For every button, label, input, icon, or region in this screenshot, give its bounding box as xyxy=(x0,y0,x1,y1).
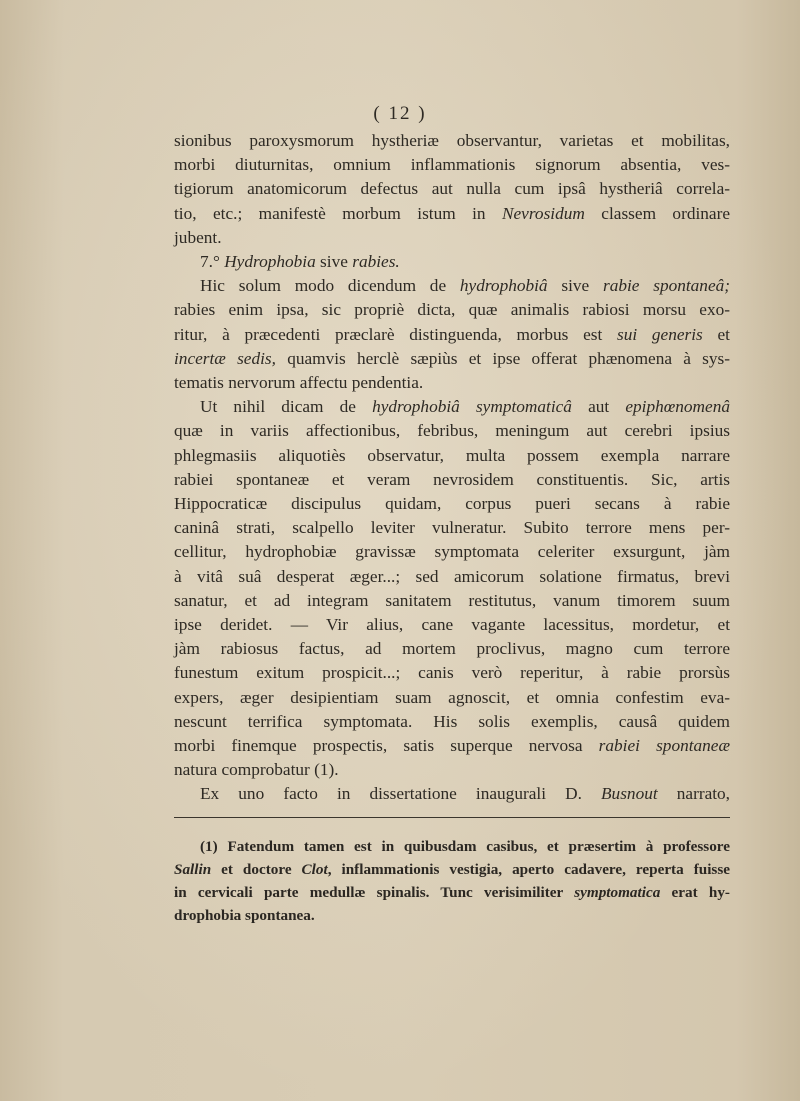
text-run: narrato, xyxy=(657,784,731,804)
italic-text: Sallin xyxy=(174,861,212,878)
footnote-separator-rule xyxy=(174,817,730,818)
italic-text: symptomatica xyxy=(574,884,661,901)
text-run: Ex uno facto in dissertatione inaugurali D. xyxy=(200,784,601,804)
text-line xyxy=(174,589,730,613)
text-line xyxy=(174,444,730,468)
text-run: in cervicali parte medullæ spinalis. Tunc verisimiliter xyxy=(174,884,575,901)
text-run: et doctore xyxy=(211,861,302,878)
italic-text: rabiei spontaneæ xyxy=(598,736,731,756)
text-run: jubent. xyxy=(174,227,222,247)
footnote-line xyxy=(174,881,730,904)
text-line xyxy=(174,468,730,492)
italic-text: Clot xyxy=(301,861,328,878)
text-run: morbi diuturnitas, omnium inflammationis signorum absentia, ves- xyxy=(174,155,730,175)
text-run: cellitur, hydrophobiæ gravissæ symptomata celeriter exsurgunt, jàm xyxy=(174,542,730,562)
text-run: tigiorum anatomicorum defectus aut nulla cum ipsâ hystheriâ correla- xyxy=(174,179,730,199)
text-run: Hippocraticæ discipulus quidam, corpus pueri secans à rabie xyxy=(174,494,730,514)
italic-text: rabie spontaneâ; xyxy=(602,276,731,296)
footnote-block xyxy=(174,835,730,927)
text-line xyxy=(174,492,730,516)
italic-text: sui generis xyxy=(617,324,703,344)
text-run: Hic solum modo dicendum de xyxy=(200,276,460,296)
text-line xyxy=(174,177,730,201)
text-line xyxy=(174,323,730,347)
footnote-line xyxy=(174,904,730,927)
italic-text: epiphœnomenâ xyxy=(625,397,730,417)
italic-text: hydrophobiâ xyxy=(459,276,548,296)
text-run: funestum exitum prospicit...; canis verò reperitur, à rabie prorsùs xyxy=(174,663,730,683)
text-line xyxy=(174,516,730,540)
main-text-block xyxy=(174,129,730,807)
text-line xyxy=(174,202,730,226)
text-line xyxy=(174,371,730,395)
text-run: rabies enim ipsa, sic propriè dicta, quæ animalis rabiosi morsu exo- xyxy=(174,300,730,320)
text-run: quæ in variis affectionibus, febribus, meningum aut cerebri ipsius xyxy=(174,421,730,441)
text-line xyxy=(174,226,730,250)
text-line xyxy=(174,419,730,443)
text-run: drophobia spontanea. xyxy=(174,907,315,924)
footnote-line xyxy=(174,835,730,858)
italic-text: Busnout xyxy=(601,784,658,804)
text-run: tematis nervorum affectu pendentia. xyxy=(174,373,424,393)
text-run: 7.° xyxy=(200,252,225,272)
text-run: ipse deridet. — Vir alius, cane vagante lacessitus, mordetur, et xyxy=(174,615,730,635)
text-line xyxy=(174,298,730,322)
text-run: à vitâ suâ desperat æger...; sed amicorum solatione firmatus, brevi xyxy=(174,566,730,586)
text-line xyxy=(174,250,730,274)
page-number: ( 12 ) xyxy=(373,103,427,124)
italic-text: rabies. xyxy=(352,252,400,272)
text-run: Ut nihil dicam de xyxy=(200,397,373,417)
text-run: expers, æger desipientiam suam agnoscit, et omnia confestim eva- xyxy=(174,687,730,707)
text-run: nescunt terrifica symptomata. His solis exemplis, causâ quidem xyxy=(174,711,730,731)
text-run: quamvis herclè sæpiùs et ipse offerat phænomena à sys- xyxy=(275,348,730,368)
footnote-line xyxy=(174,858,730,881)
text-run: natura comprobatur (1). xyxy=(174,760,339,780)
text-run: aut xyxy=(571,397,626,417)
text-line xyxy=(174,274,730,298)
text-run: classem ordinare xyxy=(584,203,731,223)
text-line xyxy=(174,686,730,710)
text-run: phlegmasiis aliquotiès observatur, multa possem exempla narrare xyxy=(174,445,730,465)
text-run: morbi finemque prospectis, satis superque nervosa xyxy=(174,736,599,756)
text-run: sionibus paroxysmorum hystheriæ observantur, varietas et mobilitas, xyxy=(174,131,730,150)
italic-text: hydrophobiâ symptomaticâ xyxy=(372,397,572,417)
italic-text: Nevrosidum xyxy=(501,203,585,223)
text-run: tio, etc.; manifestè morbum istum in xyxy=(174,203,502,223)
text-line xyxy=(174,540,730,564)
text-run: et xyxy=(702,324,730,344)
text-run: (1) Fatendum tamen est in quibusdam casibus, et præsertim à professore xyxy=(200,838,730,855)
text-run: , inflammationis vestigia, aperto cadavere, reperta fuisse xyxy=(327,861,730,878)
text-line xyxy=(174,395,730,419)
text-line xyxy=(174,347,730,371)
text-line xyxy=(174,613,730,637)
text-run: jàm rabiosus factus, ad mortem proclivus, magno cum terrore xyxy=(174,639,730,659)
text-line xyxy=(174,637,730,661)
text-line xyxy=(174,565,730,589)
text-line xyxy=(174,153,730,177)
text-line xyxy=(174,129,730,153)
italic-text: Hydrophobia xyxy=(224,252,316,272)
text-run: ritur, à præcedenti præclarè distinguenda, morbus est xyxy=(174,324,618,344)
text-run: sive xyxy=(315,252,353,272)
text-run: sive xyxy=(547,276,603,296)
italic-text: incertæ sedis, xyxy=(174,348,276,368)
text-run: erat hy- xyxy=(660,884,730,901)
text-line xyxy=(174,758,730,782)
text-line xyxy=(174,782,730,806)
text-run: rabiei spontaneæ et veram nevrosidem constituentis. Sic, artis xyxy=(174,469,730,489)
text-line xyxy=(174,734,730,758)
text-line xyxy=(174,710,730,734)
text-run: caninâ strati, scalpello leviter vulneratur. Subito terrore mens per- xyxy=(174,518,730,538)
text-run: sanatur, et ad integram sanitatem restitutus, vanum timorem suum xyxy=(174,590,730,610)
text-line xyxy=(174,661,730,685)
